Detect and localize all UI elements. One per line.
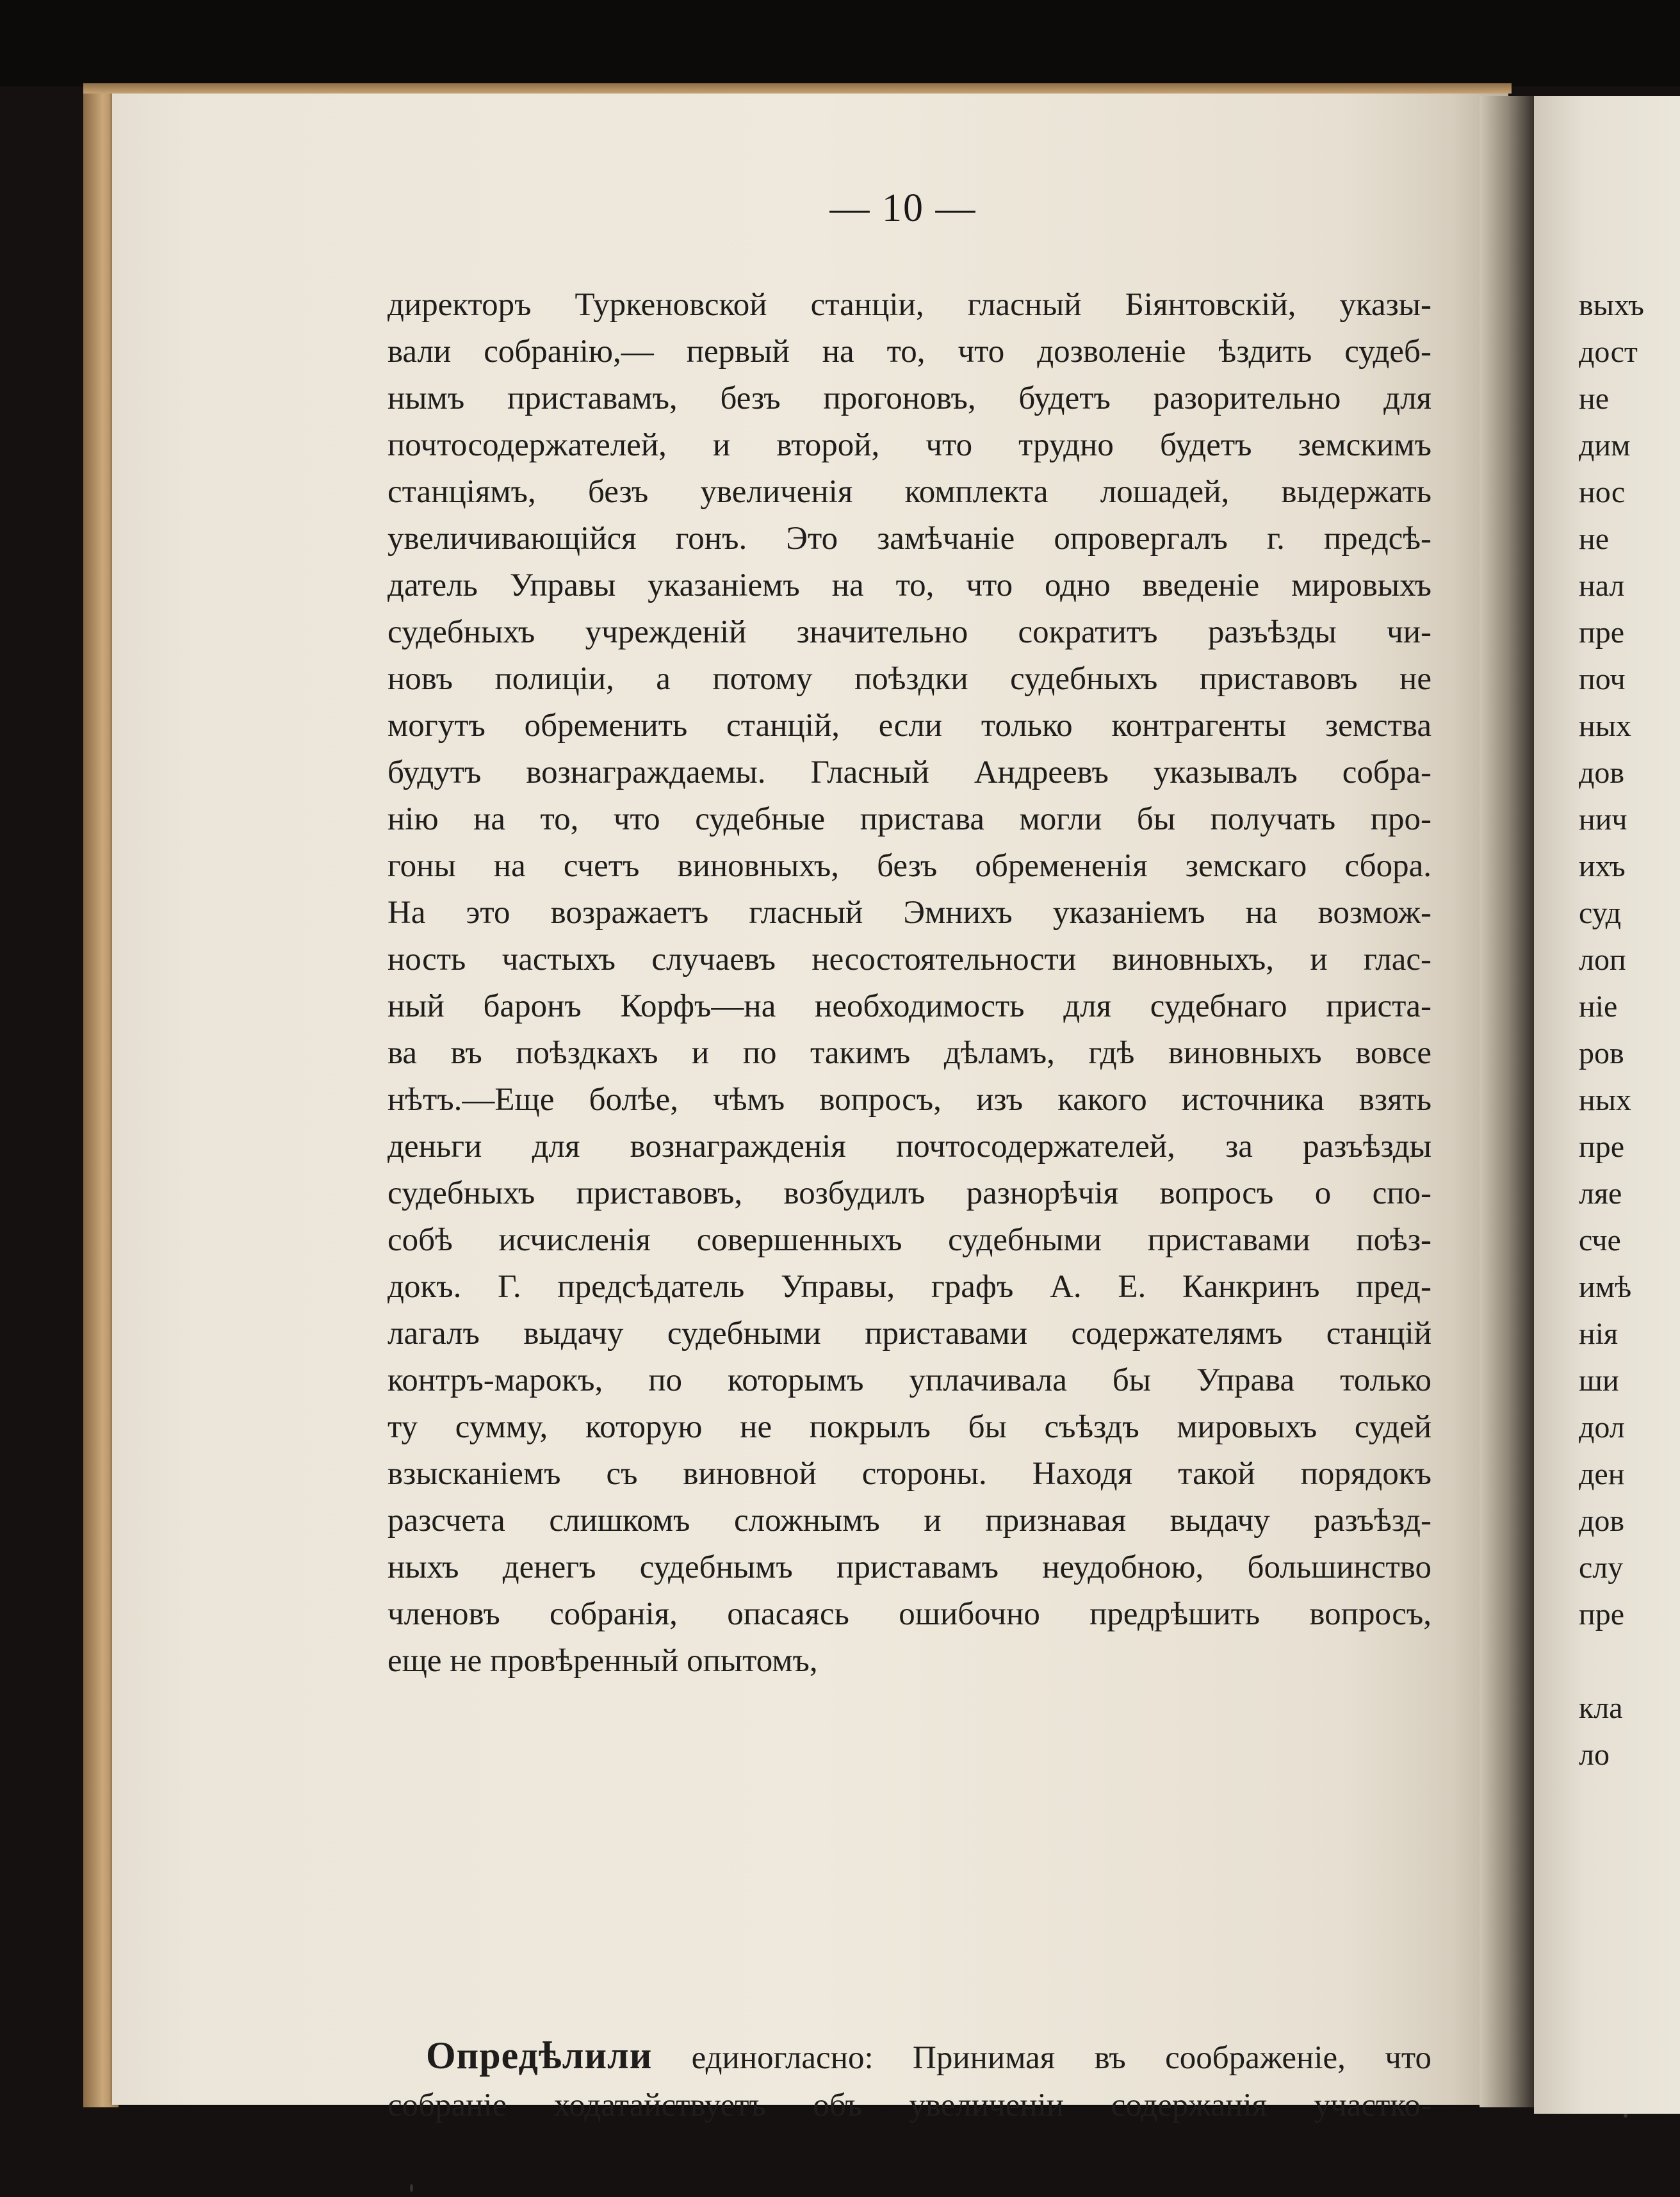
text-line: докъ. Г. предсѣдатель Управы, графъ А. Е. Канкринъ пред- [387, 1269, 1431, 1305]
text-line: ный баронъ Корфъ—на необходимость для судебнаго пристa- [387, 988, 1431, 1024]
text-line: контръ-марокъ, по которымъ уплачивала бы Управа только [387, 1362, 1431, 1398]
text-line: судебныхъ приставовъ, возбудилъ разнорѣчія вопросъ о спо- [387, 1175, 1431, 1211]
paper-speck [1624, 2114, 1627, 2118]
right-page-fragment: имѣ [1579, 1270, 1632, 1304]
page-top-edge [83, 83, 1512, 94]
right-page-fragment: нич [1579, 803, 1627, 837]
paper-speck [410, 2184, 413, 2192]
resolution-line: собраніе ходатайствуетъ объ увеличеніи содержанія участко- [387, 2087, 1431, 2123]
right-page-fragment: поч [1579, 662, 1626, 696]
text-line: На это возражаетъ гласный Эмнихъ указаніемъ на возмож- [387, 895, 1431, 931]
text-line: деньги для вознагражденія почтосодержателей, за разъѣзды [387, 1129, 1431, 1164]
text-line: еще не провѣренный опытомъ, [387, 1643, 818, 1679]
text-line: нію на то, что судебные пристава могли бы получать про- [387, 801, 1431, 837]
right-page-fragment: слу [1579, 1551, 1624, 1585]
text-line: судебныхъ учрежденій значительно сократитъ разъѣзды чи- [387, 614, 1431, 650]
text-line: ныхъ денегъ судебнымъ приставамъ неудобною, большинство [387, 1549, 1431, 1585]
text-line: новъ полиціи, а потому поѣздки судебныхъ приставовъ не [387, 661, 1431, 697]
text-line: нѣтъ.—Еще болѣе, чѣмъ вопросъ, изъ какого источника взять [387, 1082, 1431, 1118]
text-line: почтосодержателей, и второй, что трудно будетъ земскимъ [387, 427, 1431, 463]
right-page-fragment: дов [1579, 756, 1625, 790]
text-line: лагалъ выдачу судебными приставами содержателямъ станцій [387, 1316, 1431, 1352]
text-line: ва въ поѣздкахъ и по такимъ дѣламъ, гдѣ виновныхъ вовсе [387, 1035, 1431, 1071]
resolution-heading: Опредѣлили [426, 2034, 653, 2077]
text-line: взысканіемъ съ виновной стороны. Находя такой порядокъ [387, 1456, 1431, 1492]
body-text [387, 282, 1431, 1685]
right-page-text [1579, 282, 1680, 1778]
right-page-fragment: дол [1579, 1410, 1625, 1444]
right-page-fragment: ных [1579, 709, 1631, 743]
right-page-fragment: нос [1579, 475, 1626, 509]
right-page-fragment: не [1579, 382, 1609, 416]
resolution-line [387, 2030, 1431, 2080]
resolution-line1-text: единогласно: Принимая въ соображеніе, что [691, 2040, 1431, 2076]
text-line: собѣ исчисленія совершенныхъ судебными приставами поѣз- [387, 1222, 1431, 1258]
page-number: — 10 — [829, 186, 977, 230]
text-line: нымъ приставамъ, безъ прогоновъ, будетъ разорительно для [387, 380, 1431, 416]
right-page-fragment: ден [1579, 1457, 1625, 1491]
right-page-fragment: ши [1579, 1364, 1619, 1398]
right-page-fragment [1579, 1638, 1680, 1685]
right-page-fragment: пре [1579, 1597, 1624, 1631]
right-page-fragment: сче [1579, 1223, 1621, 1257]
right-page-fragment: пре [1579, 616, 1624, 649]
text-line: станціямъ, безъ увеличенія комплекта лошадей, выдержать [387, 474, 1431, 510]
text-line: гоны на счетъ виновныхъ, безъ обремененія земскаго сбора. [387, 848, 1431, 884]
right-page-fragment: пре [1579, 1130, 1624, 1164]
right-page-fragment: не [1579, 522, 1609, 556]
right-page-fragment: дим [1579, 429, 1631, 462]
right-page-fragment: лоп [1579, 943, 1626, 977]
right-page-fragment: ло [1579, 1738, 1610, 1772]
right-page-fragment: ніе [1579, 990, 1618, 1024]
text-line: датель Управы указаніемъ на то, что одно введеніе мировыхъ [387, 568, 1431, 603]
text-line: ту сумму, которую не покрылъ бы съѣздъ мировыхъ судей [387, 1409, 1431, 1445]
right-page-fragment: дост [1579, 335, 1638, 369]
text-line: ность частыхъ случаевъ несостоятельности виновныхъ, и глас- [387, 942, 1431, 977]
book-gutter [1480, 96, 1537, 2107]
right-page-fragment: ляе [1579, 1177, 1622, 1211]
right-page-fragment: выхъ [1579, 288, 1644, 322]
resolution-paragraph [387, 2030, 1431, 2130]
scan-background [0, 0, 1680, 86]
right-page-fragment: суд [1579, 896, 1622, 930]
text-line: вали собранію,— первый на то, что дозволеніе ѣздить судеб- [387, 334, 1431, 370]
right-page-fragment: нал [1579, 569, 1625, 603]
text-line: членовъ собранія, опасаясь ошибочно предрѣшить вопросъ, [387, 1596, 1431, 1632]
text-line: будутъ вознаграждаемы. Гласный Андреевъ указывалъ собра- [387, 755, 1431, 790]
text-line: могутъ обременить станцій, если только контрагенты земства [387, 708, 1431, 744]
right-page-fragment: кла [1579, 1691, 1623, 1725]
right-page-fragment: дов [1579, 1504, 1625, 1538]
text-line: директоръ Туркеновской станціи, гласный Біянтовскій, указы- [387, 287, 1431, 323]
text-line: увеличивающійся гонъ. Это замѣчаніе опровергалъ г. предсѣ- [387, 521, 1431, 557]
right-page-fragment: ров [1579, 1036, 1624, 1070]
right-page-fragment: нія [1579, 1317, 1619, 1351]
right-page-fragment: ных [1579, 1083, 1631, 1117]
text-line: разсчета слишкомъ сложнымъ и признавая выдачу разъѣзд- [387, 1503, 1431, 1539]
right-page-fragment: ихъ [1579, 849, 1626, 883]
